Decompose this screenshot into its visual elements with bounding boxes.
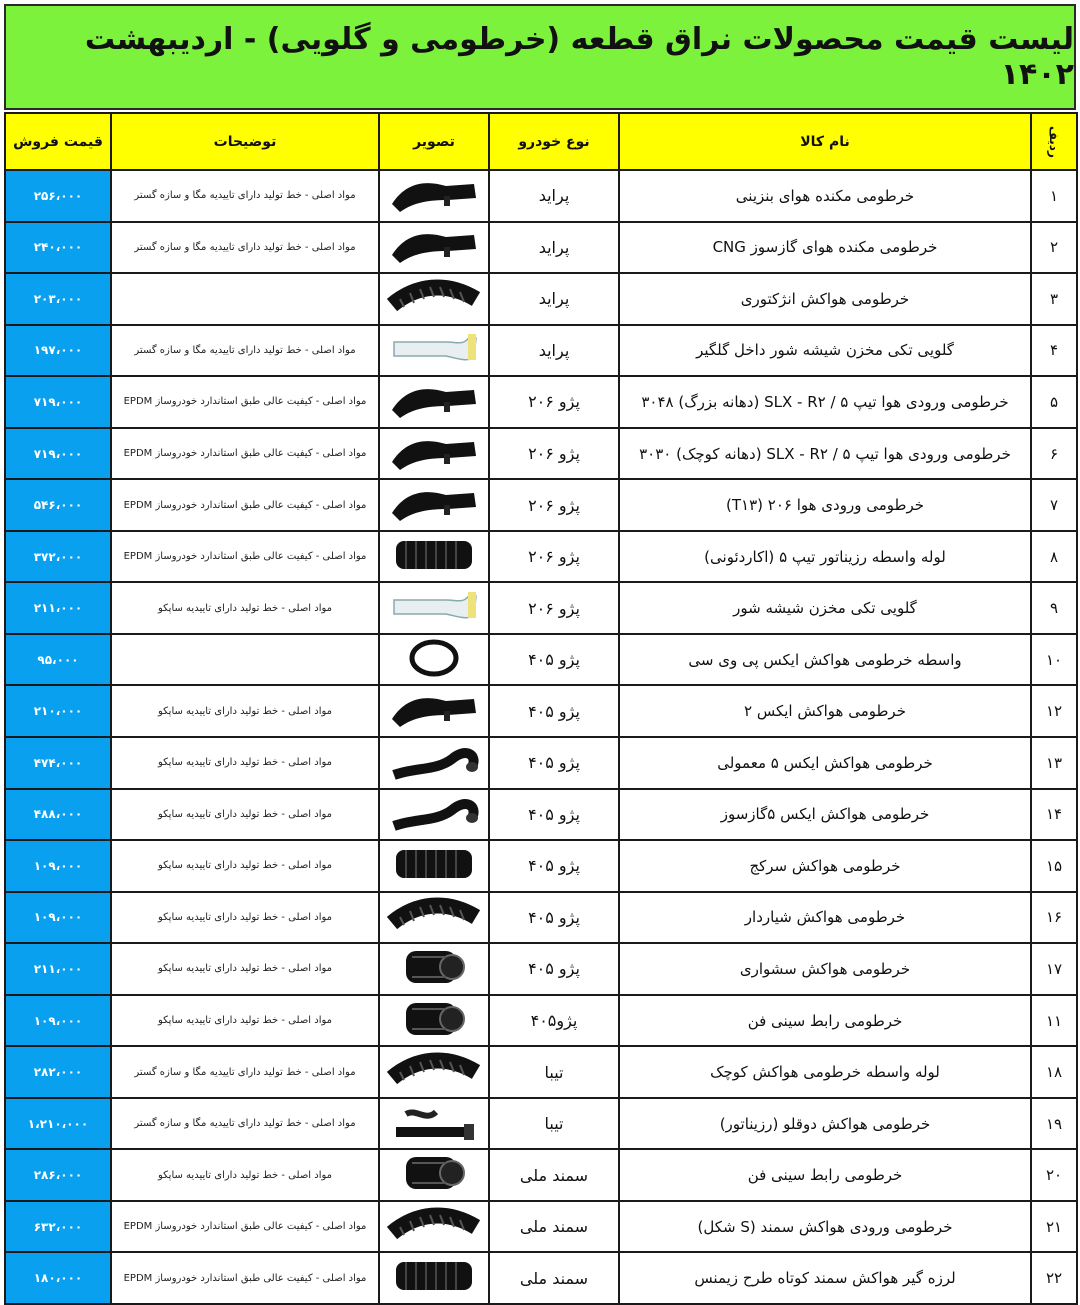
product-description: مواد اصلی - خط تولید دارای تاییدیه ساپکو	[111, 840, 379, 892]
product-description: مواد اصلی - خط تولید دارای تاییدیه مگا و سازه گستر	[111, 222, 379, 274]
sale-price: ۲۸۶،۰۰۰	[5, 1149, 111, 1201]
hose-icon	[380, 225, 488, 269]
bellows-icon	[380, 535, 488, 579]
product-description	[111, 634, 379, 686]
product-name: لرزه گیر هواکش سمند کوتاه طرح زیمنس	[619, 1252, 1031, 1304]
product-description: مواد اصلی - خط تولید دارای تاییدیه ساپکو	[111, 685, 379, 737]
row-number: ۲۱	[1031, 1201, 1077, 1253]
product-name: خرطومی رابط سینی فن	[619, 1149, 1031, 1201]
car-type: پژو ۲۰۶	[489, 428, 619, 480]
row-number: ۱	[1031, 170, 1077, 222]
row-number: ۳	[1031, 273, 1077, 325]
product-description: مواد اصلی - خط تولید دارای تاییدیه مگا و سازه گستر	[111, 170, 379, 222]
product-description: مواد اصلی - خط تولید دارای تاییدیه ساپکو	[111, 582, 379, 634]
sale-price: ۲۱۰،۰۰۰	[5, 685, 111, 737]
product-image	[379, 1098, 489, 1150]
sale-price: ۱،۲۱۰،۰۰۰	[5, 1098, 111, 1150]
product-name: واسطه خرطومی هواکش ایکس پی وی سی	[619, 634, 1031, 686]
product-description: مواد اصلی - خط تولید دارای تاییدیه ساپکو	[111, 943, 379, 995]
row-number: ۱۱	[1031, 995, 1077, 1047]
sale-price: ۹۵،۰۰۰	[5, 634, 111, 686]
row-number: ۱۰	[1031, 634, 1077, 686]
car-type: پژو ۲۰۶	[489, 582, 619, 634]
product-image	[379, 428, 489, 480]
car-type: پژو ۴۰۵	[489, 634, 619, 686]
table-row	[5, 943, 1077, 995]
sale-price: ۷۱۹،۰۰۰	[5, 376, 111, 428]
product-name: خرطومی هواکش ایکس ۲	[619, 685, 1031, 737]
row-number: ۱۶	[1031, 892, 1077, 944]
product-description: مواد اصلی - کیفیت عالی طبق استاندارد خودروساز EPDM	[111, 479, 379, 531]
sale-price: ۲۰۳،۰۰۰	[5, 273, 111, 325]
table-row	[5, 325, 1077, 377]
price-table	[4, 112, 1078, 1305]
fan-duct-icon	[380, 947, 488, 991]
sale-price: ۴۷۴،۰۰۰	[5, 737, 111, 789]
product-image	[379, 222, 489, 274]
product-name: خرطومی ورودی هواکش سمند (S شکل)	[619, 1201, 1031, 1253]
row-number: ۲	[1031, 222, 1077, 274]
sale-price: ۱۰۹،۰۰۰	[5, 840, 111, 892]
car-type: پژو ۴۰۵	[489, 737, 619, 789]
twin-hose-icon	[380, 1102, 488, 1146]
row-number: ۶	[1031, 428, 1077, 480]
product-image	[379, 582, 489, 634]
table-row	[5, 170, 1077, 222]
product-name: خرطومی مکنده هوای گازسوز CNG	[619, 222, 1031, 274]
product-name: گلویی تکی مخزن شیشه شور داخل گلگیر	[619, 325, 1031, 377]
table-row	[5, 1252, 1077, 1304]
product-name: گلویی تکی مخزن شیشه شور	[619, 582, 1031, 634]
sale-price: ۲۱۱،۰۰۰	[5, 943, 111, 995]
header-image: تصویر	[379, 113, 489, 170]
sale-price: ۲۵۶،۰۰۰	[5, 170, 111, 222]
product-image	[379, 170, 489, 222]
product-name: خرطومی هواکش ایکس ۵گازسوز	[619, 789, 1031, 841]
table-row	[5, 634, 1077, 686]
row-number: ۱۵	[1031, 840, 1077, 892]
row-number: ۹	[1031, 582, 1077, 634]
product-name: خرطومی هواکش انژکتوری	[619, 273, 1031, 325]
page-title: لیست قیمت محصولات نراق قطعه (خرطومی و گلویی) - اردیبهشت ۱۴۰۲	[84, 22, 1074, 92]
car-type: پراید	[489, 222, 619, 274]
product-image	[379, 325, 489, 377]
corrugated-hose-icon	[380, 895, 488, 939]
product-name: خرطومی ورودی هوا تیپ ۵ / SLX - R۲ (دهانه کوچک) ۳۰۳۰	[619, 428, 1031, 480]
row-number: ۸	[1031, 531, 1077, 583]
row-number: ۱۷	[1031, 943, 1077, 995]
product-description: مواد اصلی - خط تولید دارای تاییدیه مگا و سازه گستر	[111, 1098, 379, 1150]
table-row	[5, 273, 1077, 325]
car-type: پژو ۴۰۵	[489, 943, 619, 995]
header-product-name: نام کالا	[619, 113, 1031, 170]
car-type: پژو ۴۰۵	[489, 685, 619, 737]
table-row	[5, 222, 1077, 274]
table-row	[5, 892, 1077, 944]
car-type: پراید	[489, 325, 619, 377]
sale-price: ۳۷۲،۰۰۰	[5, 531, 111, 583]
hose-icon	[380, 432, 488, 476]
product-name: خرطومی ورودی هوا ۲۰۶ (T۱۳)	[619, 479, 1031, 531]
table-row	[5, 582, 1077, 634]
product-name: خرطومی هواکش سرکج	[619, 840, 1031, 892]
row-number: ۲۲	[1031, 1252, 1077, 1304]
hose-icon	[380, 174, 488, 218]
sale-price: ۲۸۲،۰۰۰	[5, 1046, 111, 1098]
product-name: خرطومی هواکش ایکس ۵ معمولی	[619, 737, 1031, 789]
product-image	[379, 685, 489, 737]
product-name: خرطومی هواکش شیاردار	[619, 892, 1031, 944]
product-description: مواد اصلی - خط تولید دارای تاییدیه مگا و سازه گستر	[111, 1046, 379, 1098]
car-type: تیبا	[489, 1098, 619, 1150]
product-name: خرطومی رابط سینی فن	[619, 995, 1031, 1047]
header-price: قیمت فروش	[5, 113, 111, 170]
sale-price: ۶۳۲،۰۰۰	[5, 1201, 111, 1253]
product-image	[379, 1201, 489, 1253]
product-image	[379, 273, 489, 325]
table-row	[5, 737, 1077, 789]
bellows-icon	[380, 844, 488, 888]
sale-price: ۱۸۰،۰۰۰	[5, 1252, 111, 1304]
row-number: ۱۹	[1031, 1098, 1077, 1150]
product-image	[379, 1046, 489, 1098]
corrugated-hose-icon	[380, 1050, 488, 1094]
product-name: خرطومی هواکش سشواری	[619, 943, 1031, 995]
product-name: خرطومی ورودی هوا تیپ ۵ / SLX - R۲ (دهانه بزرگ) ۳۰۴۸	[619, 376, 1031, 428]
product-description: مواد اصلی - کیفیت عالی طبق استاندارد خودروساز EPDM	[111, 1201, 379, 1253]
table-row	[5, 428, 1077, 480]
table-row	[5, 840, 1077, 892]
ring-icon	[380, 638, 488, 682]
table-row	[5, 1098, 1077, 1150]
product-description: مواد اصلی - خط تولید دارای تاییدیه ساپکو	[111, 892, 379, 944]
car-type: پژو ۴۰۵	[489, 892, 619, 944]
corrugated-hose-icon	[380, 277, 488, 321]
row-number: ۱۸	[1031, 1046, 1077, 1098]
product-image	[379, 943, 489, 995]
product-name: خرطومی مکنده هوای بنزینی	[619, 170, 1031, 222]
row-number: ۵	[1031, 376, 1077, 428]
curved-hose-icon	[380, 792, 488, 836]
product-name: لوله واسطه رزیناتور تیپ ۵ (اکاردئونی)	[619, 531, 1031, 583]
row-number: ۱۳	[1031, 737, 1077, 789]
sale-price: ۱۰۹،۰۰۰	[5, 892, 111, 944]
product-description: مواد اصلی - کیفیت عالی طبق استاندارد خودروساز EPDM	[111, 1252, 379, 1304]
product-image	[379, 531, 489, 583]
table-row	[5, 376, 1077, 428]
product-image	[379, 737, 489, 789]
sale-price: ۴۸۸،۰۰۰	[5, 789, 111, 841]
filler-neck-icon	[380, 586, 488, 630]
row-number: ۱۲	[1031, 685, 1077, 737]
car-type: سمند ملی	[489, 1252, 619, 1304]
car-type: سمند ملی	[489, 1149, 619, 1201]
bellows-icon	[380, 1256, 488, 1300]
car-type: پراید	[489, 170, 619, 222]
row-number: ۴	[1031, 325, 1077, 377]
fan-duct-icon	[380, 999, 488, 1043]
product-description: مواد اصلی - کیفیت عالی طبق استاندارد خودروساز EPDM	[111, 531, 379, 583]
header-row-number: ردیف	[1031, 113, 1077, 170]
filler-neck-icon	[380, 328, 488, 372]
product-description	[111, 273, 379, 325]
car-type: پژو ۲۰۶	[489, 531, 619, 583]
hose-icon	[380, 483, 488, 527]
sale-price: ۱۰۹،۰۰۰	[5, 995, 111, 1047]
table-row	[5, 995, 1077, 1047]
product-description: مواد اصلی - کیفیت عالی طبق استاندارد خودروساز EPDM	[111, 376, 379, 428]
product-name: خرطومی هواکش دوقلو (رزیناتور)	[619, 1098, 1031, 1150]
table-row	[5, 531, 1077, 583]
header-car-type: نوع خودرو	[489, 113, 619, 170]
product-image	[379, 892, 489, 944]
hose-icon	[380, 689, 488, 733]
product-image	[379, 1149, 489, 1201]
table-row	[5, 1149, 1077, 1201]
table-row	[5, 685, 1077, 737]
product-image	[379, 840, 489, 892]
car-type: پژو ۲۰۶	[489, 479, 619, 531]
product-image	[379, 634, 489, 686]
car-type: پراید	[489, 273, 619, 325]
row-number: ۲۰	[1031, 1149, 1077, 1201]
table-header-row	[5, 113, 1077, 170]
product-name: لوله واسطه خرطومی هواکش کوچک	[619, 1046, 1031, 1098]
product-image	[379, 995, 489, 1047]
product-description: مواد اصلی - کیفیت عالی طبق استاندارد خودروساز EPDM	[111, 428, 379, 480]
product-description: مواد اصلی - خط تولید دارای تاییدیه ساپکو	[111, 1149, 379, 1201]
header-description: توضیحات	[111, 113, 379, 170]
title-banner	[4, 4, 1076, 110]
hose-icon	[380, 380, 488, 424]
car-type: پژو۴۰۵	[489, 995, 619, 1047]
table-row	[5, 789, 1077, 841]
sale-price: ۱۹۷،۰۰۰	[5, 325, 111, 377]
product-description: مواد اصلی - خط تولید دارای تاییدیه ساپکو	[111, 789, 379, 841]
car-type: پژو ۴۰۵	[489, 789, 619, 841]
table-row	[5, 1201, 1077, 1253]
product-image	[379, 376, 489, 428]
product-description: مواد اصلی - خط تولید دارای تاییدیه ساپکو	[111, 995, 379, 1047]
product-description: مواد اصلی - خط تولید دارای تاییدیه مگا و سازه گستر	[111, 325, 379, 377]
sale-price: ۵۴۶،۰۰۰	[5, 479, 111, 531]
row-number: ۷	[1031, 479, 1077, 531]
sale-price: ۷۱۹،۰۰۰	[5, 428, 111, 480]
table-row	[5, 479, 1077, 531]
fan-duct-icon	[380, 1153, 488, 1197]
car-type: تیبا	[489, 1046, 619, 1098]
car-type: پژو ۲۰۶	[489, 376, 619, 428]
product-image	[379, 479, 489, 531]
product-description: مواد اصلی - خط تولید دارای تاییدیه ساپکو	[111, 737, 379, 789]
product-image	[379, 789, 489, 841]
curved-hose-icon	[380, 741, 488, 785]
sale-price: ۲۱۱،۰۰۰	[5, 582, 111, 634]
row-number: ۱۴	[1031, 789, 1077, 841]
corrugated-hose-icon	[380, 1205, 488, 1249]
table-row	[5, 1046, 1077, 1098]
car-type: سمند ملی	[489, 1201, 619, 1253]
sale-price: ۲۴۰،۰۰۰	[5, 222, 111, 274]
car-type: پژو ۴۰۵	[489, 840, 619, 892]
product-image	[379, 1252, 489, 1304]
